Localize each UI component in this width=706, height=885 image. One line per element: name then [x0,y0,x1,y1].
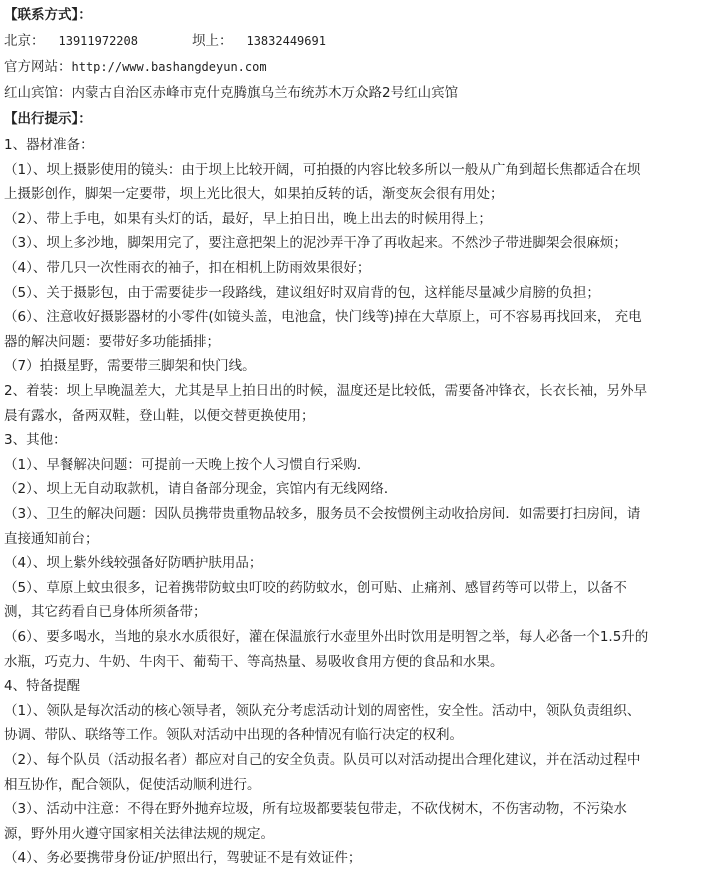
tip-line: （1）、早餐解决问题：可提前一天晚上按个人习惯自行采购． [4,456,371,473]
tip-line: 4、特备提醒 [4,678,81,695]
bashang-phone: 13832449691 [246,34,326,48]
tip-line: （3）、坝上多沙地，脚架用完了，要注意把架上的泥沙弄干净了再收起来。不然沙子带进脚架会很麻烦； [4,235,627,252]
tip-line: （4）、带几只一次性雨衣的袖子，扣在相机上防雨效果很好； [4,260,371,276]
tip-line: 直接通知前台； [4,530,99,547]
website-label: 官方网站： [4,59,72,75]
tip-line: （5）、关于摄影包，由于需要徒步一段路线，建议组好时双肩背的包，这样能尽量减少肩膀的负担； [4,284,600,301]
tip-line: （1）、领队是每次活动的核心领导者，领队充分考虑活动计划的周密性，安全性。活动中，领队负责组织、 [4,702,641,719]
website-link[interactable]: http://www.bashangdeyun.com [71,60,267,74]
tip-line: 测，其它药看自已身体所须备带； [4,604,207,621]
tip-line: （5）、草原上蚊虫很多，记着携带防蚊虫叮咬的药防蚊水，创可贴、止痛剂、感冒药等可以带上，以备不 [4,579,627,596]
tip-line: 源，野外用火遵守国家相关法律法规的规定。 [4,825,274,842]
tip-line: 3、其他： [4,432,67,449]
tip-line: （6）、要多喝水，当地的泉水水质很好，灌在保温旅行水壶里外出时饮用是明智之举，每人必备一个1.5升的 [4,629,649,645]
tip-line: 协调、带队、联络等工作。领队对活动中出现的各种情况有临行决定的权利。 [4,727,463,744]
tip-line: （2）、坝上无自动取款机，请自备部分现金，宾馆内有无线网络． [4,481,398,498]
tip-line: 相互协作，配合领队，促使活动顺利进行。 [4,776,261,793]
beijing-label: 北京： [4,33,45,49]
website-line [4,56,698,80]
tip-line: （2）、每个队员（活动报名者）都应对自己的安全负责。队员可以对活动提出合理化建议，并在活动过程中 [4,752,641,768]
hotel-address: 红山宾馆：内蒙古自治区赤峰市克什克腾旗乌兰布统苏木万众路2号红山宾馆 [4,85,459,101]
contact-header: 【联系方式】： [4,7,92,23]
beijing-phone: 13911972208 [58,34,138,48]
tips-header: 【出行提示】： [4,111,92,127]
tip-line: 晨有露水，备两双鞋，登山鞋，以便交替更换使用； [4,407,315,424]
tip-line: 水瓶，巧克力、牛奶、牛肉干、葡萄干、等高热量、易吸收食用方便的食品和水果。 [4,653,504,670]
tip-line: 上摄影创作，脚架一定要带，坝上光比很大，如果拍反转的话，渐变灰会很有用处； [4,186,504,203]
tip-line: 器的解决问题：要带好多功能插排； [4,333,220,350]
tip-line: （6）、注意收好摄影器材的小零件(如镜头盖，电池盒，快门线等)掉在大草原上，可不容易再找回来， 充电 [4,309,642,326]
phone-line [4,30,698,54]
tip-line: （3）、卫生的解决问题：因队员携带贵重物品较多，服务员不会按惯例主动收拾房间．如需要打扫房间，请 [4,506,641,522]
tip-line: （4）、务必要携带身份证/护照出行，驾驶证不是有效证件； [4,850,362,867]
tip-line: （4）、坝上紫外线较强备好防晒护肤用品； [4,555,263,572]
tip-line: （1）、坝上摄影使用的镜头：由于坝上比较开阔，可拍摄的内容比较多所以一般从广角到超长焦都适合在坝 [4,161,641,178]
tip-line: （7）拍摄星野，需要带三脚架和快门线。 [4,358,256,375]
tip-line: 2、着装：坝上早晚温差大，尤其是早上拍日出的时候，温度还是比较低，需要备冲锋衣，长衣长袖，另外早 [4,383,648,399]
bashang-label: 坝上： [191,33,233,49]
tip-line: （3）、活动中注意：不得在野外抛弃垃圾，所有垃圾都要装包带走，不砍伐树木，不伤害动物，不污染水 [4,801,627,818]
tip-line: 1、器材准备： [4,137,94,153]
tip-line: （2）、带上手电，如果有头灯的话，最好，早上拍日出，晚上出去的时候用得上； [4,210,492,227]
